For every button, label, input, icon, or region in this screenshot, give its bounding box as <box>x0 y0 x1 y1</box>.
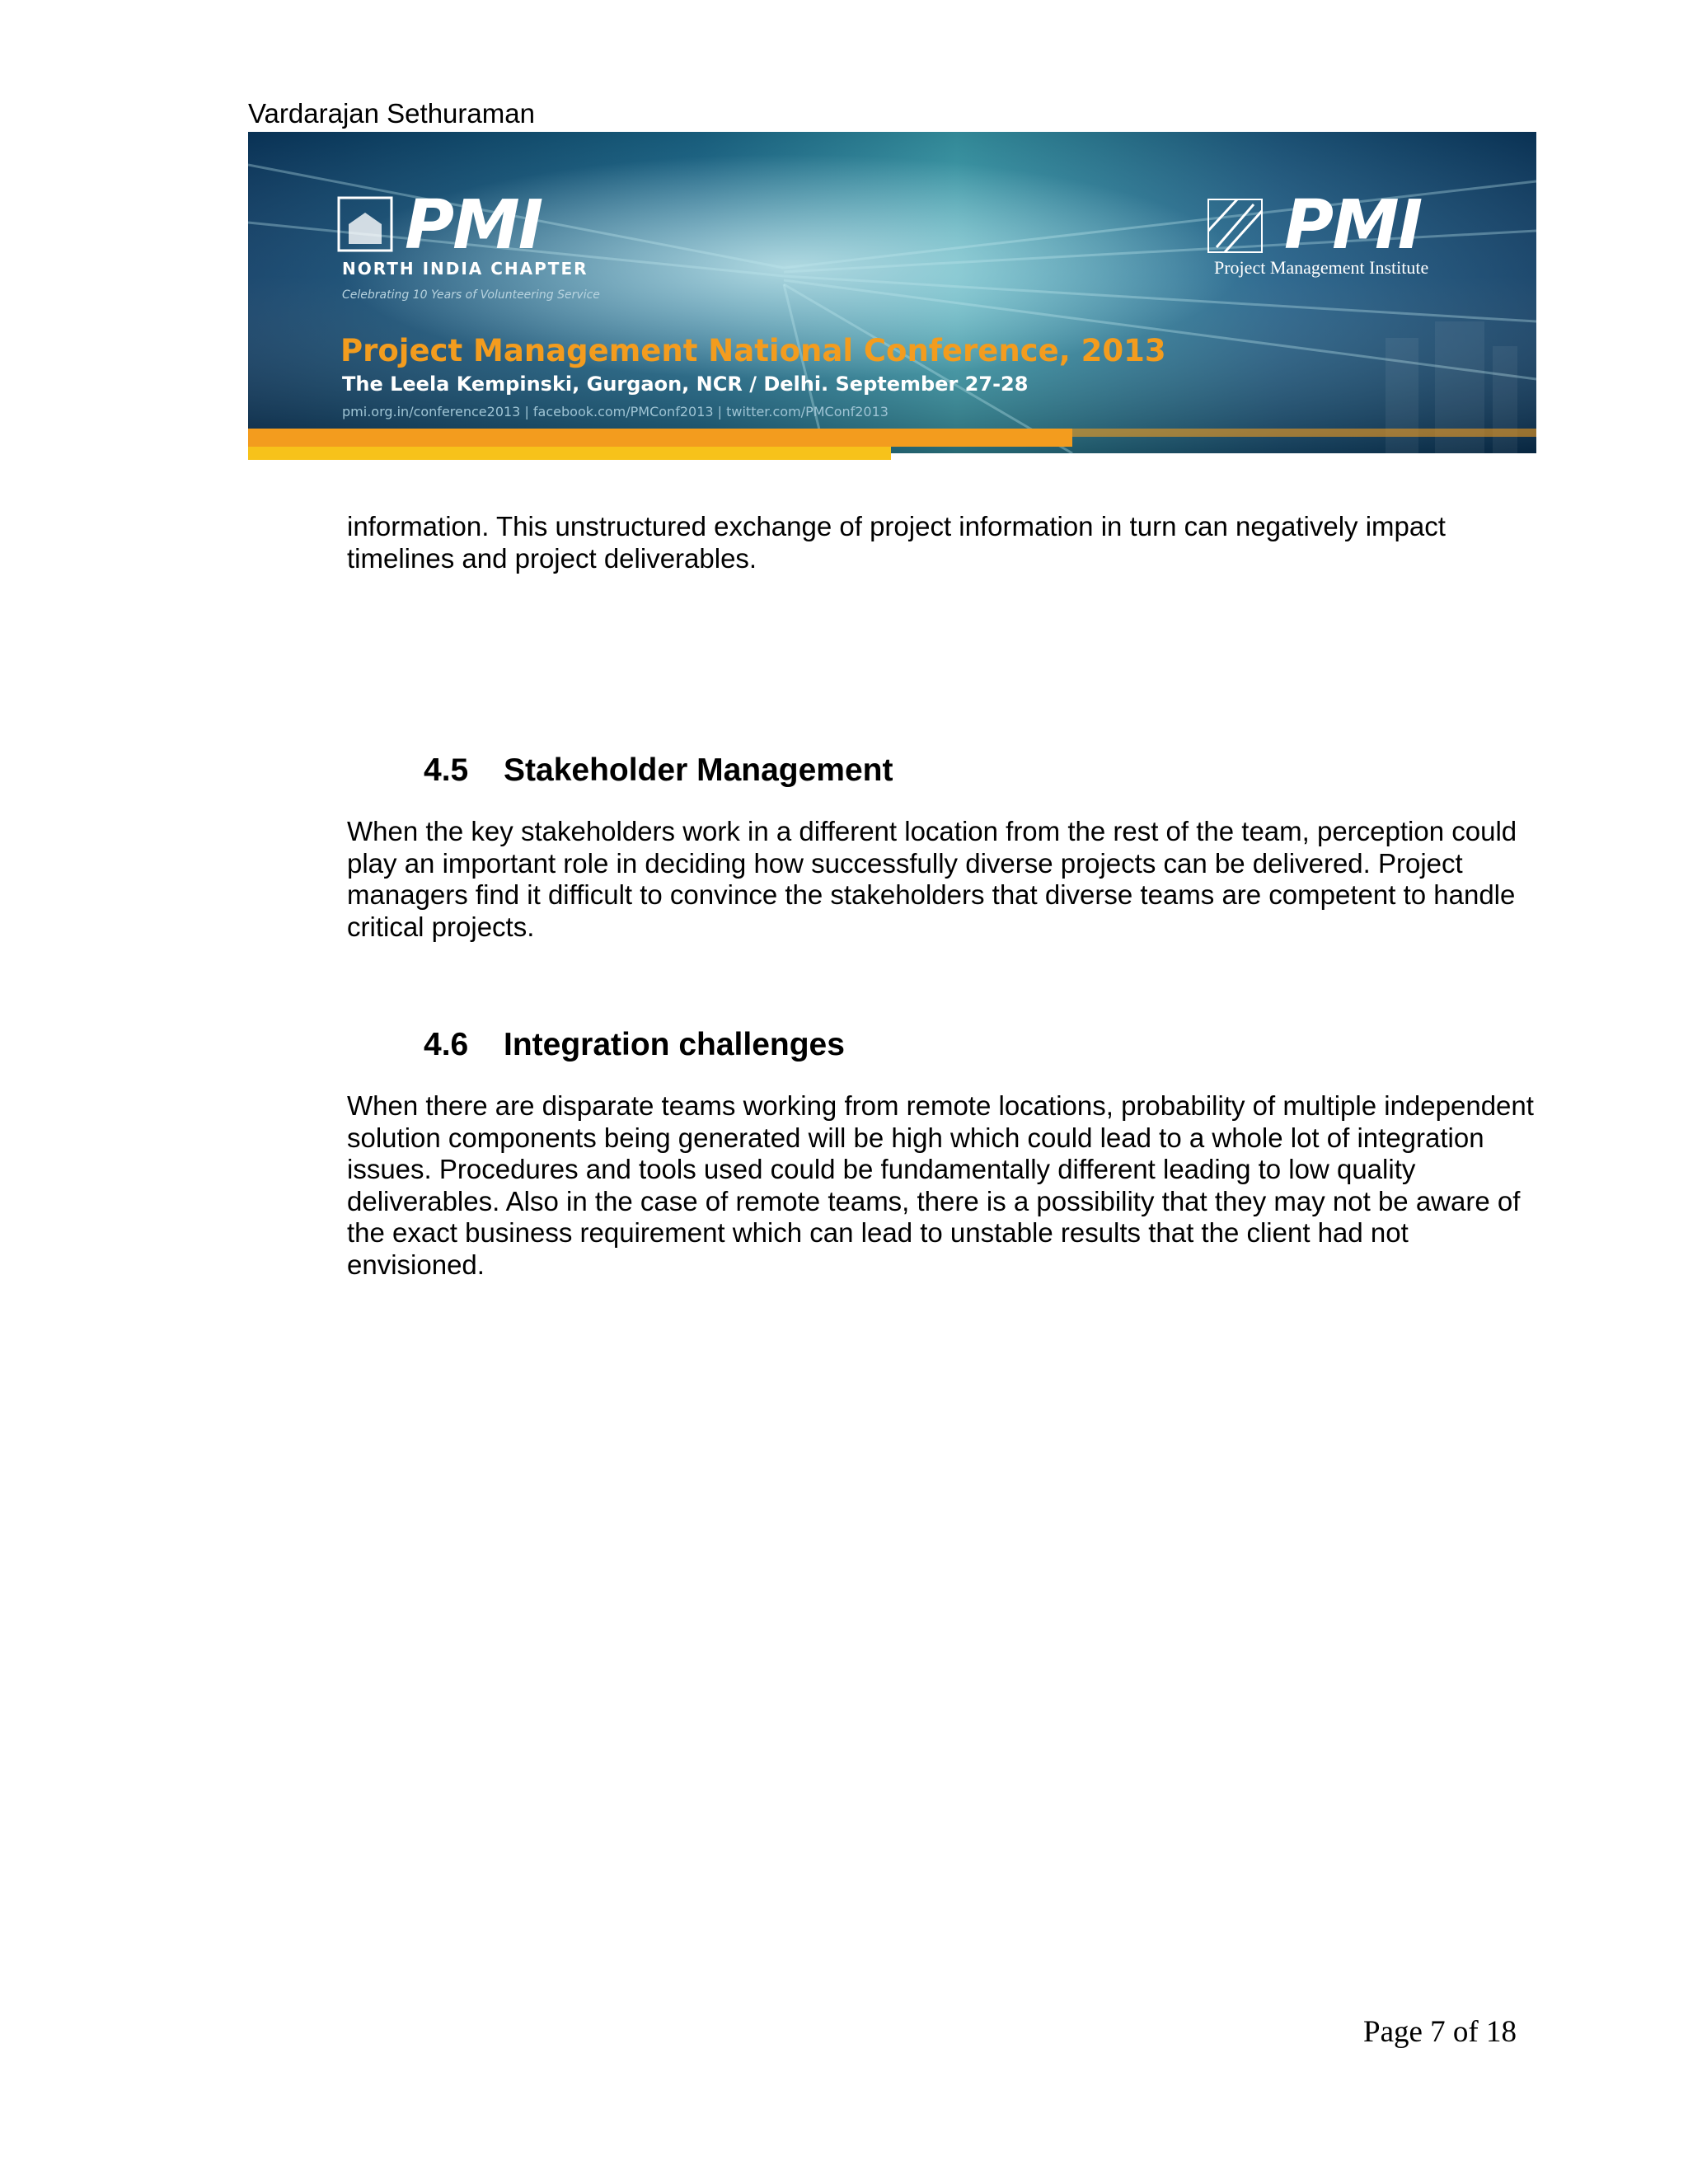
banner-orange-stripe <box>248 429 1072 447</box>
chapter-tagline: Celebrating 10 Years of Volunteering Service <box>342 288 600 302</box>
institute-name: Project Management Institute <box>1214 257 1429 278</box>
pmi-logo-left: PMI <box>405 186 542 265</box>
section-number: 4.6 <box>424 1027 469 1062</box>
conference-venue: The Leela Kempinski, Gurgaon, NCR / Delhi. September 27-28 <box>342 373 1029 396</box>
chapter-name: NORTH INDIA CHAPTER <box>342 259 588 279</box>
conference-banner <box>248 132 1536 468</box>
section-heading-4-6 <box>424 1026 845 1064</box>
banner-yellow-stripe <box>248 447 891 460</box>
section-paragraph-4-5: When the key stakeholders work in a different location from the rest of the team, perception could play an important role in deciding how successfully diverse projects can be delivered. Project managers find it difficult to convince the stakeholders that diverse teams are competent to handle critical projects. <box>347 816 1517 942</box>
section-number: 4.5 <box>424 752 469 788</box>
page-header-author: Vardarajan Sethuraman <box>248 98 535 129</box>
section-title: Stakeholder Management <box>504 752 893 788</box>
section-heading-4-5 <box>424 752 893 790</box>
page-number: Page 7 of 18 <box>1363 2015 1517 2049</box>
section-title: Integration challenges <box>504 1027 845 1062</box>
conference-links: pmi.org.in/conference2013 | facebook.com/PMConf2013 | twitter.com/PMConf2013 <box>342 404 889 419</box>
section-paragraph-4-6: When there are disparate teams working from remote locations, probability of multiple independent solution components being generated will be high which could lead to a whole lot of integration issues. Procedures and tools used could be fundamentally different leading to low quality deliverables. Also in the case of remote teams, there is a possibility that they may not be aware of the exact business requirement which can lead to unstable results that the client had not envisioned. <box>347 1090 1534 1280</box>
intro-paragraph: information. This unstructured exchange of project information in turn can negatively impact timelines and project deliverables. <box>347 511 1446 574</box>
conference-title: Project Management National Conference, 2013 <box>340 333 1166 368</box>
pmi-logo-right: PMI <box>1284 186 1422 265</box>
